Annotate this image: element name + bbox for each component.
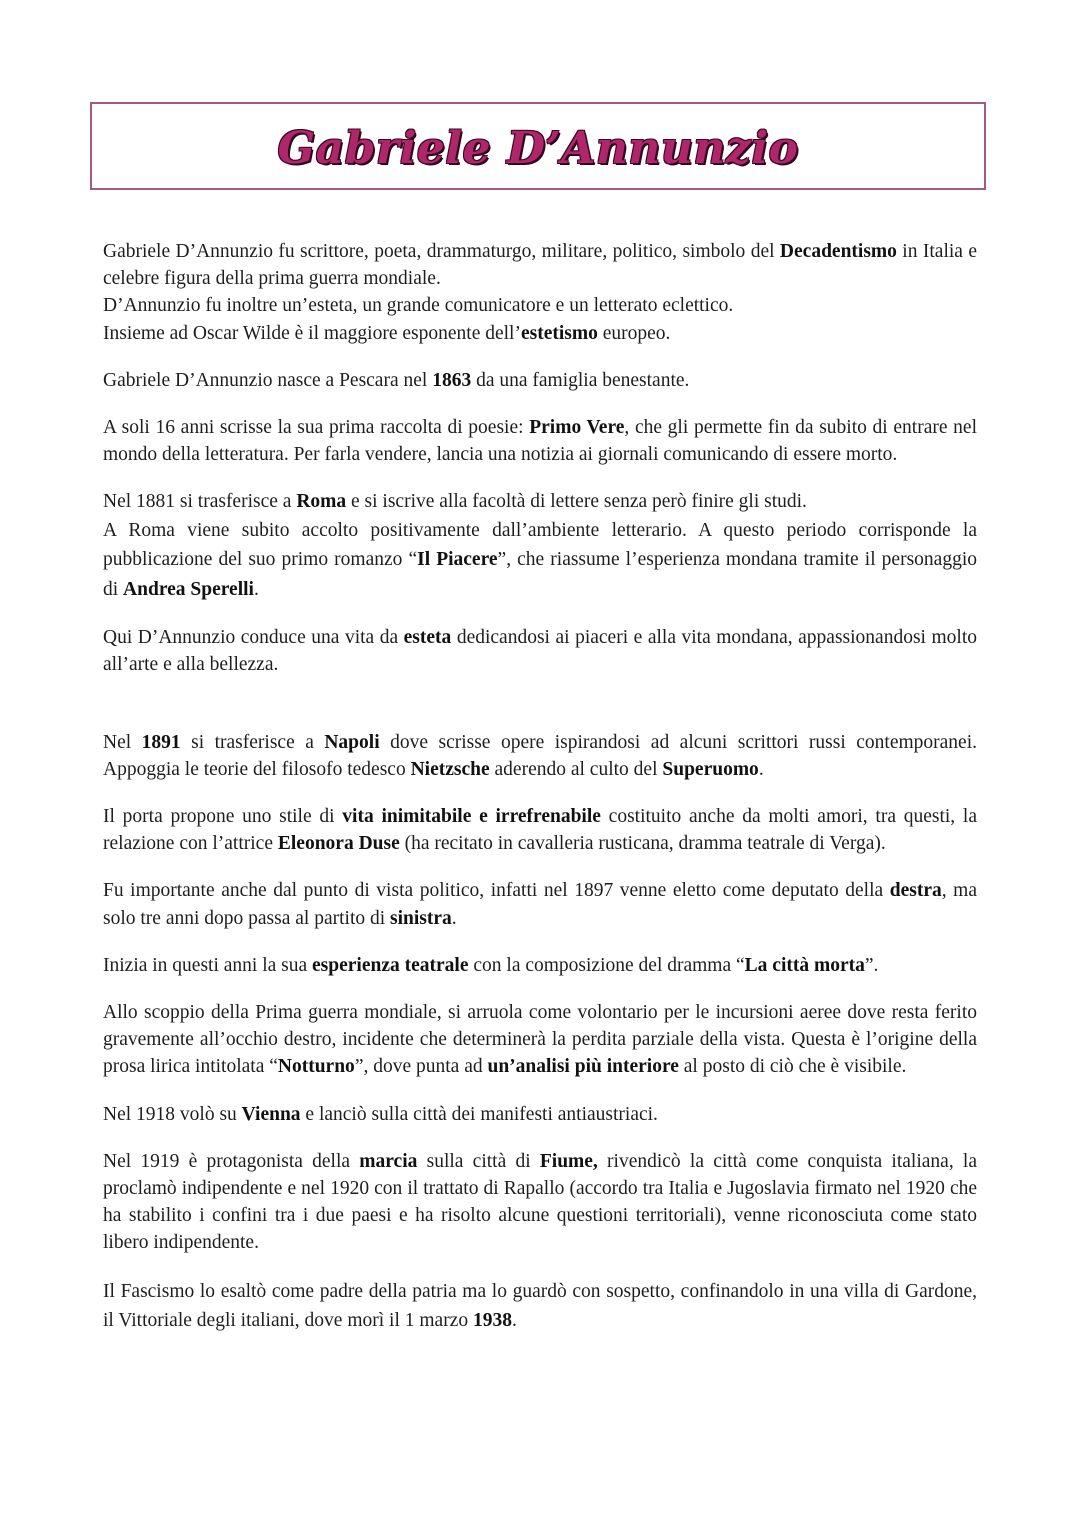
paragraph-birth — [103, 367, 977, 394]
text-run: dove scrisse opere ispirandosi ad alcuni scrittori russi contemporanei. Appoggia le teorie del filosofo tedesco — [103, 731, 977, 780]
text-run: (ha recitato in cavalleria rusticana, dramma teatrale di Verga). — [399, 833, 886, 855]
text-run: da una famiglia benestante. — [471, 369, 690, 391]
text-run: Fu importante anche dal punto di vista politico, infatti nel 1897 venne eletto come deputato della — [103, 880, 890, 902]
bold-term: destra — [889, 880, 942, 902]
bold-term: Nietzsche — [410, 758, 490, 780]
text-run: Nel 1918 volò su — [103, 1103, 242, 1125]
bold-term: Eleonora Duse — [277, 833, 400, 855]
paragraph-intro-2 — [103, 292, 977, 319]
text-run: europeo. — [597, 322, 671, 344]
paragraph-intro-1 — [103, 238, 977, 292]
bold-term: marcia — [359, 1150, 418, 1172]
document-body — [103, 238, 977, 1336]
text-run: Allo scoppio della Prima guerra mondiale, si arruola come volontario per le incursioni aeree dove resta ferito gravemente all’occhio destro, incidente che determinerà la perdita parziale della vista. Questa è l’origine della prosa lirica intitolata “ — [103, 1001, 977, 1078]
bold-term: Andrea Sperelli — [123, 578, 254, 600]
paragraph-teatro — [103, 952, 977, 979]
text-run: . — [511, 1310, 517, 1332]
bold-term: Superuomo — [662, 758, 759, 780]
paragraph-fascismo — [103, 1277, 977, 1336]
bold-term: Notturno — [277, 1056, 355, 1078]
text-run: Gabriele D’Annunzio nasce a Pescara nel — [103, 369, 433, 391]
paragraph-vienna — [103, 1101, 977, 1128]
text-run: ”. — [864, 954, 879, 976]
paragraph-napoli — [103, 729, 977, 783]
text-run: Il Fascismo lo esaltò come padre della patria ma lo guardò con sospetto, confinandolo in una villa di Gardone, il Vittoriale degli italiani, dove morì il 1 marzo — [103, 1280, 977, 1332]
text-run: Nel 1881 si trasferisce a — [103, 491, 297, 513]
page-title: Gabriele D’Annunzio — [277, 122, 799, 174]
bold-term: Primo Vere — [529, 417, 625, 439]
text-run: A Roma viene subito accolto positivamente dall’ambiente letterario. A questo periodo corrisponde la pubblicazione del suo primo romanzo “ — [103, 519, 977, 571]
bold-term: vita inimitabile e irrefrenabile — [342, 805, 601, 827]
paragraph-politica — [103, 877, 977, 931]
text-run: Nel — [103, 731, 142, 753]
text-run: aderendo al culto del — [489, 758, 663, 780]
text-run: , ma solo tre anni dopo passa al partito di — [103, 880, 977, 929]
paragraph-intro-3 — [103, 320, 977, 347]
text-run: . — [758, 758, 764, 780]
text-run: e lanciò sulla città dei manifesti antiaustriaci. — [300, 1103, 658, 1125]
paragraph-vita-inimitabile — [103, 803, 977, 857]
bold-term: Roma — [296, 491, 347, 513]
text-run: D’Annunzio fu inoltre un’esteta, un grande comunicatore e un letterato eclettico. — [103, 295, 734, 317]
bold-term: Fiume, — [539, 1150, 598, 1172]
text-run: si trasferisce a — [180, 731, 325, 753]
text-run: A soli 16 anni scrisse la sua prima raccolta di poesie: — [103, 417, 530, 439]
text-run: Il porta propone uno stile di — [103, 805, 343, 827]
bold-term: esperienza teatrale — [312, 954, 469, 976]
text-run: ”, dove punta ad — [354, 1056, 488, 1078]
paragraph-il-piacere — [103, 516, 977, 605]
text-run: Qui D’Annunzio conduce una vita da — [103, 627, 404, 649]
paragraph-esteta — [103, 624, 977, 678]
bold-term: estetismo — [520, 322, 598, 344]
text-run: , che gli permette fin da subito di entrare nel mondo della letteratura. Per farla vendere, lancia una notizia ai giornali comunicando di essere morto. — [103, 417, 977, 466]
paragraph-guerra — [103, 999, 977, 1081]
text-run: sulla città di — [417, 1150, 540, 1172]
paragraph-primo-vere — [103, 414, 977, 468]
text-run: dedicandosi ai piaceri e alla vita mondana, appassionandosi molto all’arte e alla bellezza. — [103, 627, 977, 676]
text-run: e si iscrive alla facoltà di lettere senza però finire gli studi. — [346, 491, 807, 513]
paragraph-roma — [103, 488, 977, 515]
text-run: costituito anche da molti amori, tra questi, la relazione con l’attrice — [103, 805, 977, 855]
text-run: al posto di ciò che è visibile. — [678, 1056, 907, 1078]
text-run: Inizia in questi anni la sua — [103, 954, 313, 976]
text-run: Insieme ad Oscar Wilde è il maggiore esponente dell’ — [103, 322, 521, 344]
bold-term: La città morta — [744, 954, 865, 976]
bold-term: sinistra — [390, 907, 452, 929]
bold-term: 1938 — [472, 1310, 512, 1332]
bold-term: 1863 — [432, 369, 472, 391]
text-run: . — [451, 907, 457, 929]
bold-term: Vienna — [241, 1103, 301, 1125]
bold-term: Il Piacere — [417, 549, 498, 571]
text-run: in Italia e celebre figura della prima guerra mondiale. — [103, 241, 977, 290]
text-run: Nel 1919 è protagonista della — [103, 1150, 360, 1172]
bold-term: esteta — [403, 627, 452, 649]
text-run: con la composizione del dramma “ — [468, 954, 745, 976]
text-run: rivendicò la città come conquista italiana, la proclamò indipendente e nel 1920 con il trattato di Rapallo (accordo tra Italia e Jugoslavia firmato nel 1920 che ha stabilito i confini tra i due paesi e ha risolto alcune questioni territoriali), venne riconosciuta come stato libero indipendente. — [103, 1150, 977, 1254]
text-run: ”, che riassume l’esperienza mondana tramite il personaggio di — [103, 549, 977, 600]
bold-term: Napoli — [324, 731, 380, 753]
title-box — [90, 102, 986, 190]
text-run: Gabriele D’Annunzio fu scrittore, poeta, drammaturgo, militare, politico, simbolo del — [103, 241, 780, 262]
text-run: . — [253, 578, 259, 600]
bold-term: un’analisi più interiore — [487, 1056, 679, 1078]
bold-term: 1891 — [141, 731, 181, 753]
paragraph-fiume — [103, 1148, 977, 1257]
bold-term: Decadentismo — [779, 241, 897, 262]
